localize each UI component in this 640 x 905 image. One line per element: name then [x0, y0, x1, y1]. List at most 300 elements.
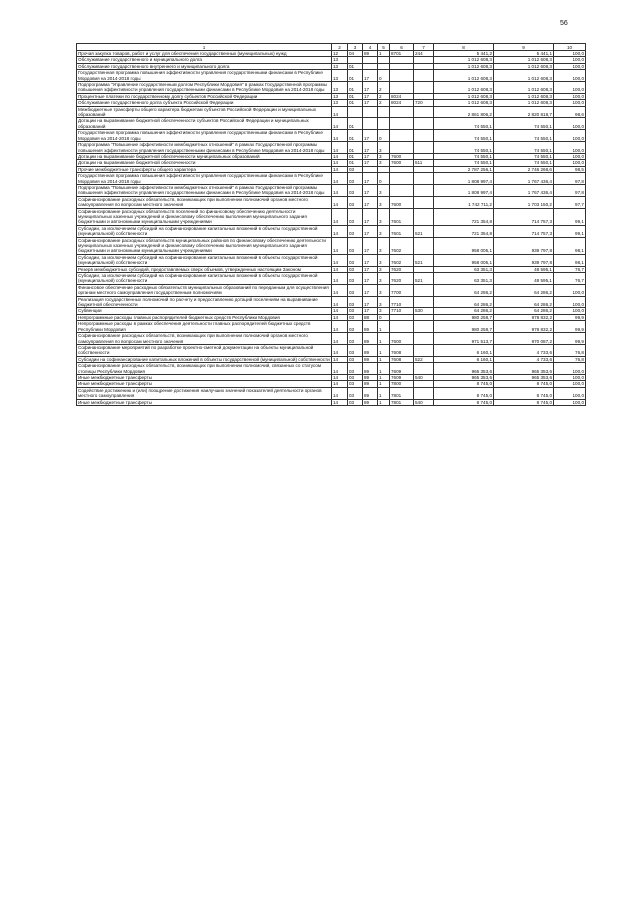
table-row	[77, 237, 586, 254]
cell-c6: 7600	[390, 333, 414, 345]
cell-c2: 14	[332, 399, 348, 405]
cell-c6: 7801	[390, 387, 414, 399]
cell-c6: 7600	[390, 196, 414, 208]
cell-v9: 1 012 608,3	[494, 93, 554, 99]
cell-c2: 14	[332, 196, 348, 208]
cell-c5: 1	[378, 374, 390, 380]
cell-p: 97,7	[554, 196, 586, 208]
cell-c4: 17	[363, 70, 378, 82]
cell-c6	[390, 70, 414, 82]
row-description: Софинансирование расходных обязательств, возникающих при выполнении полномочий органов местного самоуправления по вопросам местного значения	[77, 333, 332, 345]
cell-c5: 3	[378, 308, 390, 314]
cell-c3: 03	[348, 237, 363, 254]
cell-v8: 63 351,3	[434, 273, 494, 285]
cell-c4: 17	[363, 237, 378, 254]
cell-v8: 1 012 608,3	[434, 100, 494, 106]
cell-c3: 01	[348, 160, 363, 166]
cell-v9: 74 550,1	[494, 153, 554, 159]
cell-c7	[414, 82, 434, 94]
row-description: Иные межбюджетные трансферты	[77, 374, 332, 380]
cell-c3: 04	[348, 51, 363, 57]
cell-c7: 540	[414, 399, 434, 405]
cell-p: 76,8	[554, 356, 586, 362]
cell-v9: 978 832,2	[494, 321, 554, 333]
cell-c5: 3	[378, 237, 390, 254]
cell-c7	[414, 184, 434, 196]
row-description: Субсидии, за исключением субсидий на софинансирование капитальных вложений в объекты государственной (муниципальной) собственности	[77, 254, 332, 266]
column-header: 1	[77, 44, 332, 51]
cell-c5: 1	[378, 363, 390, 375]
cell-v8: 1 012 608,3	[434, 63, 494, 69]
cell-p: 99,1	[554, 225, 586, 237]
row-description: Дотации на выравнивание бюджетной обеспеченности	[77, 160, 332, 166]
cell-p: 100,0	[554, 130, 586, 142]
cell-c5: 3	[378, 142, 390, 154]
cell-c4: 17	[363, 160, 378, 166]
cell-c7: 522	[414, 356, 434, 362]
cell-c3: 01	[348, 130, 363, 142]
cell-c7	[414, 237, 434, 254]
cell-c4: 89	[363, 51, 378, 57]
cell-v8: 6 160,1	[434, 356, 494, 362]
cell-p: 98,6	[554, 106, 586, 118]
cell-c2: 12	[332, 51, 348, 57]
cell-p: 76,7	[554, 266, 586, 272]
cell-c4: 17	[363, 208, 378, 225]
cell-c2: 14	[332, 314, 348, 320]
cell-v9: 48 595,1	[494, 273, 554, 285]
cell-c6: 7800	[390, 381, 414, 387]
cell-c4: 89	[363, 363, 378, 375]
cell-p: 97,8	[554, 184, 586, 196]
cell-c2: 14	[332, 381, 348, 387]
cell-v8: 8 745,0	[434, 381, 494, 387]
cell-v8: 721 354,8	[434, 208, 494, 225]
cell-c3: 01	[348, 63, 363, 69]
cell-c2: 14	[332, 333, 348, 345]
cell-c7: 511	[414, 160, 434, 166]
cell-c3: 03	[348, 314, 363, 320]
cell-p: 100,0	[554, 51, 586, 57]
cell-c5: 2	[378, 82, 390, 94]
cell-v8: 1 742 711,2	[434, 196, 494, 208]
cell-c6: 8024	[390, 93, 414, 99]
cell-v8: 1 012 608,3	[434, 93, 494, 99]
cell-v8: 74 550,1	[434, 130, 494, 142]
cell-v9: 714 757,3	[494, 225, 554, 237]
cell-v9: 2 820 818,7	[494, 106, 554, 118]
cell-v9: 1 012 608,3	[494, 70, 554, 82]
cell-v9: 1 703 150,2	[494, 196, 554, 208]
cell-v9: 64 286,2	[494, 296, 554, 308]
row-description: Процентные платежи по государственному долгу субъектов Российской Федерации	[77, 93, 332, 99]
row-description: Софинансирование расходных обязательств, возникающих при выполнении полномочий, связанных со статусом столицы Республики Мордовия	[77, 363, 332, 375]
cell-p: 100,0	[554, 374, 586, 380]
cell-c4: 17	[363, 82, 378, 94]
cell-c3	[348, 106, 363, 118]
cell-c5: 3	[378, 296, 390, 308]
cell-c2: 13	[332, 70, 348, 82]
row-description: Реализация государственных полномочий по расчету и предоставлению дотаций поселениям на выравнивание бюджетной обеспеченности	[77, 296, 332, 308]
cell-p: 100,0	[554, 93, 586, 99]
cell-c3: 03	[348, 344, 363, 356]
cell-c5: 1	[378, 321, 390, 333]
row-description: Обслуживание государственного внутреннего и муниципального долга	[77, 63, 332, 69]
cell-c4: 17	[363, 100, 378, 106]
cell-c6: 7620	[390, 266, 414, 272]
cell-c4: 17	[363, 284, 378, 296]
table-row	[77, 82, 586, 94]
cell-c5: 3	[378, 208, 390, 225]
cell-c4	[363, 118, 378, 130]
cell-v9: 74 550,1	[494, 130, 554, 142]
cell-v8: 1 012 608,3	[434, 82, 494, 94]
cell-c5: 3	[378, 266, 390, 272]
cell-p: 100,0	[554, 57, 586, 63]
row-description: Непрограммные расходы главных распорядителей бюджетных средств Республики Мордовия	[77, 314, 332, 320]
table-row	[77, 70, 586, 82]
cell-v9: 74 550,1	[494, 142, 554, 154]
row-description: Прочие межбюджетные трансферты общего характера	[77, 166, 332, 172]
cell-c5: 3	[378, 196, 390, 208]
cell-c3: 03	[348, 387, 363, 399]
cell-c5: 3	[378, 284, 390, 296]
cell-c2: 14	[332, 296, 348, 308]
cell-c2: 14	[332, 173, 348, 185]
cell-c7: 521	[414, 225, 434, 237]
row-description: Межбюджетные трансферты общего характера бюджетам субъектов Российской Федерации и муниципальных образований	[77, 106, 332, 118]
cell-c3: 03	[348, 399, 363, 405]
cell-c3: 03	[348, 381, 363, 387]
cell-c6: 7609	[390, 374, 414, 380]
cell-c2: 13	[332, 57, 348, 63]
cell-v8: 74 550,1	[434, 153, 494, 159]
cell-v9: 74 550,1	[494, 160, 554, 166]
cell-v8: 2 787 256,1	[434, 166, 494, 172]
cell-c6: 7601	[390, 225, 414, 237]
cell-p: 97,8	[554, 173, 586, 185]
cell-c5	[378, 106, 390, 118]
cell-v9: 8 745,0	[494, 387, 554, 399]
cell-c3: 01	[348, 82, 363, 94]
cell-v8: 1 012 608,3	[434, 70, 494, 82]
row-description: Иные межбюджетные трансферты	[77, 381, 332, 387]
cell-c3: 01	[348, 118, 363, 130]
cell-v9: 1 012 608,3	[494, 82, 554, 94]
row-description: Обслуживание государственного и муниципального долга	[77, 57, 332, 63]
cell-v8: 74 550,1	[434, 142, 494, 154]
cell-c2: 14	[332, 118, 348, 130]
cell-c3: 03	[348, 196, 363, 208]
cell-c7	[414, 130, 434, 142]
table-row	[77, 273, 586, 285]
table-row	[77, 142, 586, 154]
cell-c6: 7600	[390, 153, 414, 159]
cell-v8: 980 258,7	[434, 321, 494, 333]
cell-p: 100,0	[554, 284, 586, 296]
column-header: 4	[363, 44, 378, 51]
cell-c2: 14	[332, 363, 348, 375]
cell-c2: 14	[332, 153, 348, 159]
cell-c4: 17	[363, 266, 378, 272]
cell-v8: 8 745,0	[434, 399, 494, 405]
cell-c5: 1	[378, 344, 390, 356]
cell-c4: 17	[363, 173, 378, 185]
row-description: Непрограммные расходы в рамках обеспечения деятельности главных распорядителей бюджетных средств Республики Мордовия	[77, 321, 332, 333]
cell-c5: 2	[378, 100, 390, 106]
cell-c4: 17	[363, 130, 378, 142]
cell-p: 100,0	[554, 142, 586, 154]
cell-c6: 7601	[390, 208, 414, 225]
cell-v9: 965 353,6	[494, 363, 554, 375]
cell-v9: 8 745,0	[494, 399, 554, 405]
cell-c2: 14	[332, 237, 348, 254]
table-row	[77, 254, 586, 266]
cell-c2: 14	[332, 273, 348, 285]
cell-v8: 74 550,1	[434, 118, 494, 130]
cell-v8: 971 513,7	[434, 333, 494, 345]
table-row	[77, 184, 586, 196]
cell-v8: 965 353,6	[434, 374, 494, 380]
cell-v9: 939 797,8	[494, 237, 554, 254]
row-description: Софинансирование расходных обязательств поселений по финансовому обеспечению деятельности муниципальных казенных учреждений и финансовому обеспечению выполнения муниципального задания бюджетными и автономными муниципальными учреждениями	[77, 208, 332, 225]
cell-c4: 89	[363, 399, 378, 405]
cell-c4: 17	[363, 308, 378, 314]
cell-c2: 13	[332, 82, 348, 94]
cell-c4: 17	[363, 184, 378, 196]
cell-v9: 978 832,2	[494, 314, 554, 320]
cell-p: 100,0	[554, 118, 586, 130]
cell-c6: 7608	[390, 344, 414, 356]
cell-c2: 14	[332, 356, 348, 362]
cell-c4: 88	[363, 314, 378, 320]
cell-p: 100,0	[554, 381, 586, 387]
cell-c7: 530	[414, 308, 434, 314]
cell-c5: 1	[378, 333, 390, 345]
column-header: 6	[390, 44, 414, 51]
cell-c7	[414, 333, 434, 345]
cell-c4	[363, 106, 378, 118]
cell-v9: 4 733,6	[494, 356, 554, 362]
cell-c3: 03	[348, 284, 363, 296]
table-row	[77, 296, 586, 308]
cell-c3: 03	[348, 208, 363, 225]
table-row	[77, 225, 586, 237]
table-row	[77, 363, 586, 375]
row-description: Субвенции	[77, 308, 332, 314]
row-description: Подпрограмма "Повышение эффективности межбюджетных отношений" в рамках Государственной программы повышения эффективности управления государственными финансами в Республике Мордовия на 2014-2018 годы	[77, 184, 332, 196]
cell-v9: 5 441,1	[494, 51, 554, 57]
cell-c5: 3	[378, 153, 390, 159]
cell-v9: 1 767 436,4	[494, 184, 554, 196]
cell-c2: 14	[332, 321, 348, 333]
cell-c2: 13	[332, 93, 348, 99]
cell-v8: 64 286,2	[434, 284, 494, 296]
cell-v9: 970 087,2	[494, 333, 554, 345]
row-description: Дотации на выравнивание бюджетной обеспеченности субъектов Российской Федерации и муниципальных образований	[77, 118, 332, 130]
cell-c2: 14	[332, 130, 348, 142]
cell-c4: 89	[363, 374, 378, 380]
cell-v8: 74 550,1	[434, 160, 494, 166]
cell-v8: 958 005,1	[434, 254, 494, 266]
cell-p: 100,0	[554, 160, 586, 166]
cell-c2: 14	[332, 254, 348, 266]
cell-p: 100,0	[554, 296, 586, 308]
cell-c2: 13	[332, 100, 348, 106]
cell-p: 100,0	[554, 363, 586, 375]
cell-c5: 0	[378, 70, 390, 82]
cell-c2: 14	[332, 142, 348, 154]
cell-c7	[414, 344, 434, 356]
cell-p: 100,0	[554, 387, 586, 399]
cell-c6: 7602	[390, 237, 414, 254]
cell-c4: 17	[363, 296, 378, 308]
cell-c7	[414, 363, 434, 375]
row-description: Обслуживание государственного долга субъекта Российской Федерации	[77, 100, 332, 106]
table-row	[77, 130, 586, 142]
cell-v8: 958 005,1	[434, 237, 494, 254]
cell-v8: 8 745,0	[434, 387, 494, 399]
cell-v8: 721 354,8	[434, 225, 494, 237]
cell-v9: 8 745,0	[494, 381, 554, 387]
cell-c5: 1	[378, 356, 390, 362]
cell-c5: 1	[378, 387, 390, 399]
cell-v8: 64 286,2	[434, 296, 494, 308]
table-row	[77, 118, 586, 130]
cell-v8: 5 441,2	[434, 51, 494, 57]
cell-v9: 965 353,6	[494, 374, 554, 380]
table-row	[77, 173, 586, 185]
cell-c6	[390, 321, 414, 333]
cell-c5: 3	[378, 184, 390, 196]
cell-c6: 7710	[390, 296, 414, 308]
table-row	[77, 208, 586, 225]
cell-c7: 720	[414, 100, 434, 106]
cell-c3: 03	[348, 225, 363, 237]
cell-c4: 17	[363, 153, 378, 159]
cell-c3: 01	[348, 100, 363, 106]
cell-c6	[390, 118, 414, 130]
cell-c3: 03	[348, 184, 363, 196]
column-header: 2	[332, 44, 348, 51]
cell-c2: 14	[332, 184, 348, 196]
cell-c6	[390, 130, 414, 142]
cell-c2: 14	[332, 208, 348, 225]
cell-c2: 14	[332, 344, 348, 356]
row-description: Государственная программа повышения эффективности управления государственными финансами в Республике Мордовия на 2014-2018 годы	[77, 130, 332, 142]
cell-c7	[414, 142, 434, 154]
cell-c2: 14	[332, 160, 348, 166]
cell-v8: 2 861 806,2	[434, 106, 494, 118]
cell-c7: 244	[414, 51, 434, 57]
cell-c5: 2	[378, 93, 390, 99]
cell-c3: 03	[348, 356, 363, 362]
cell-c6: 8024	[390, 100, 414, 106]
cell-c3: 03	[348, 166, 363, 172]
cell-v9: 4 733,6	[494, 344, 554, 356]
cell-c3: 01	[348, 70, 363, 82]
column-header: 3	[348, 44, 363, 51]
cell-c5: 1	[378, 381, 390, 387]
row-description: Софинансирование мероприятий по разработке проектно-сметной документации на объекты муниципальной собственности	[77, 344, 332, 356]
cell-v9: 1 012 608,3	[494, 57, 554, 63]
cell-c2: 14	[332, 106, 348, 118]
cell-c6	[390, 82, 414, 94]
cell-p: 99,1	[554, 208, 586, 225]
cell-c5: 0	[378, 130, 390, 142]
column-header: 9	[494, 44, 554, 51]
cell-c5: 0	[378, 173, 390, 185]
cell-c7	[414, 196, 434, 208]
cell-c6: 7608	[390, 356, 414, 362]
cell-c7	[414, 118, 434, 130]
row-description: Резерв межбюджетных субсидий, предоставляемых сверх объемов, утвержденных настоящим Законом	[77, 266, 332, 272]
cell-c3: 03	[348, 374, 363, 380]
row-description: Софинансирование расходных обязательств, возникающих при выполнении полномочий органов местного самоуправления по вопросам местного значения	[77, 196, 332, 208]
row-description: Софинансирование расходных обязательств муниципальных районов по финансовому обеспечению деятельности муниципальных казенных учреждений и финансовому обеспечению выполнения муниципального задания бюджетными и автономными муниципальными учреждениями	[77, 237, 332, 254]
cell-p: 98,1	[554, 237, 586, 254]
cell-c5: 0	[378, 314, 390, 320]
cell-v8: 6 160,1	[434, 344, 494, 356]
row-description: Дотации на выравнивание бюджетной обеспеченности муниципальных образований	[77, 153, 332, 159]
row-description: Прочая закупка товаров, работ и услуг для обеспечения государственных (муниципальных) нужд	[77, 51, 332, 57]
cell-c4: 17	[363, 273, 378, 285]
column-header: 10	[554, 44, 586, 51]
cell-c6: 7801	[390, 399, 414, 405]
row-description: Субсидии на софинансирование капитальных вложений в объекты государственной (муниципальной) собственности	[78, 356, 330, 362]
cell-v9: 1 012 608,3	[494, 63, 554, 69]
cell-c6	[390, 106, 414, 118]
cell-c5: 1	[378, 399, 390, 405]
cell-c4: 17	[363, 196, 378, 208]
row-description: Иные межбюджетные трансферты	[77, 399, 332, 405]
cell-c3: 01	[348, 142, 363, 154]
cell-v9: 64 286,2	[494, 308, 554, 314]
cell-p: 76,8	[554, 344, 586, 356]
cell-c7	[414, 208, 434, 225]
cell-c3: 03	[348, 321, 363, 333]
cell-v8: 63 351,3	[434, 266, 494, 272]
cell-c6: 7700	[390, 284, 414, 296]
cell-p: 100,0	[554, 63, 586, 69]
row-description: Государственная программа повышения эффективности управления государственными финансами в Республике Мордовия на 2014-2018 годы	[77, 70, 332, 82]
cell-v9: 1 012 608,3	[494, 100, 554, 106]
page-number: 56	[560, 20, 568, 27]
cell-v8: 64 286,2	[434, 308, 494, 314]
cell-c2: 13	[332, 63, 348, 69]
column-header: 5	[378, 44, 390, 51]
cell-c6: 7609	[390, 363, 414, 375]
cell-c5	[378, 118, 390, 130]
cell-c3: 03	[348, 363, 363, 375]
cell-c4: 17	[363, 225, 378, 237]
cell-c5: 3	[378, 254, 390, 266]
cell-c2: 14	[332, 374, 348, 380]
cell-c2: 14	[332, 387, 348, 399]
cell-c7	[414, 387, 434, 399]
cell-p: 98,5	[554, 166, 586, 172]
table-header-row	[77, 44, 586, 51]
cell-c2: 14	[332, 284, 348, 296]
cell-c4: 89	[363, 333, 378, 345]
cell-c7: 521	[414, 254, 434, 266]
cell-c2: 14	[332, 266, 348, 272]
cell-c5: 3	[378, 225, 390, 237]
cell-v9: 939 797,8	[494, 254, 554, 266]
cell-p: 98,1	[554, 254, 586, 266]
cell-p: 100,0	[554, 308, 586, 314]
cell-c3: 03	[348, 173, 363, 185]
